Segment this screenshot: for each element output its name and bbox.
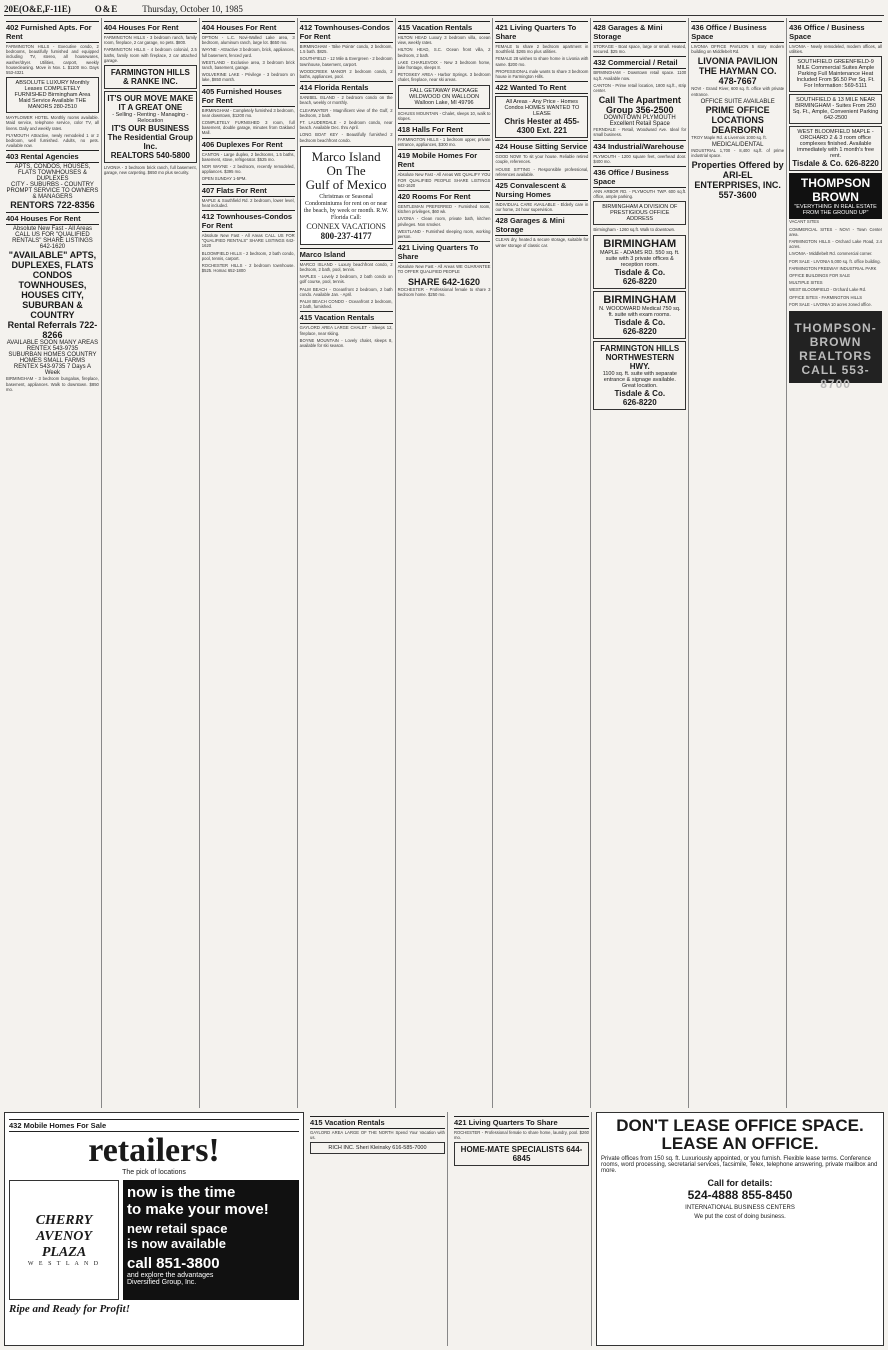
classified-ad: INDIVIDUAL CARE AVAILABLE - Elderly care in our home, 24 hour supervision.	[495, 202, 589, 213]
classified-ad: WESTLAND - Exclusive area, 3 bedroom brick ranch, basement, garage.	[201, 59, 295, 71]
section-heading: 405 Furnished Houses For Rent	[202, 85, 295, 107]
classified-ad: HILTON HEAD, S.C. Ocean front villa, 2 bedroom, 2 bath.	[397, 47, 491, 58]
ad-company: Tisdale & Co.	[614, 388, 666, 398]
classified-ad: BOYNE MOUNTAIN - Lovely chalet, sleeps 8, available for ski season.	[299, 337, 393, 349]
display-ad	[104, 91, 197, 163]
ad-text: MAPLE - ADAMS RD. 550 sq. ft. suite with 3 private offices & reception room.	[600, 249, 680, 268]
display-ad	[593, 201, 686, 225]
listing: COMMERCIAL SITES - NOVI - Town Center area.	[789, 226, 883, 237]
section-heading: 421 Living Quarters To Share	[454, 1116, 589, 1129]
section-heading: 415 Vacation Rentals	[300, 311, 393, 324]
classified-ad: FT. LAUDERDALE - 2 bedroom condo, near beach. Available Dec. thru April.	[299, 120, 393, 131]
section-heading: 421 Living Quarters To Share	[398, 241, 491, 263]
masthead	[4, 2, 884, 16]
ad-title: BIRMINGHAM	[603, 237, 677, 250]
office-call: Call for details:	[707, 1178, 773, 1188]
classified-ad: LIVONIA OFFICE PAVILION 5 story modern building on Middlebelt Rd.	[691, 44, 785, 55]
section-heading: 403 Rental Agencies	[6, 150, 99, 163]
office-phones: 524-4888 855-8450	[687, 1188, 793, 1202]
classified-ad: CANTON - Large duplex, 2 bedrooms, 1.5 baths, basement, stove, refrigerator. $525 mo.	[201, 151, 295, 162]
ad-title: FARMINGTON HILLS NORTHWESTERN HWY.	[600, 343, 680, 371]
office-footer: We put the cost of doing business.	[694, 1214, 786, 1220]
display-ad-text: - Selling - Renting - Managing - Relocation	[112, 112, 189, 125]
classified-ad: LAKE CHARLEVOIX - New 3 bedroom home, lake frontage, sleeps 8.	[397, 59, 491, 71]
classified-ad: WOLVERINE LAKE - Privilege - 3 bedroom on lake, $850 month.	[201, 72, 295, 83]
section-heading: 425 Convalescent & Nursing Homes	[495, 179, 588, 201]
section-heading: 432 Commercial / Retail	[593, 56, 686, 69]
section-heading: 412 Townhouses-Condos For Rent	[300, 21, 393, 43]
section-heading: 404 Houses For Rent	[104, 21, 197, 34]
thompson-brown-name: THOMPSON BROWN	[800, 176, 871, 205]
classified-ad: BIRMINGHAM - Completely furnished 3 bedroom, near downtown, $1200 mo.	[201, 107, 295, 118]
display-ad	[104, 65, 197, 89]
plaza-line: CHERRY	[35, 1213, 93, 1228]
marco-headline: Marco Island	[311, 148, 381, 164]
display-ad	[789, 126, 882, 171]
display-ad	[454, 1142, 589, 1166]
classified-ad: BLOOMFIELD HILLS - 2 bedroom, 2 bath condo, pool, tennis, carport.	[201, 250, 295, 261]
column-1	[4, 18, 102, 1108]
thompson-brown-footer-text: THOMPSON-BROWN REALTORS CALL 553-8700	[794, 321, 877, 392]
classified-ad: Properties Offered by ARI-EL ENTERPRISES, INC. 557-3600	[691, 160, 784, 201]
classified-ad: BIRMINGHAM - 3 bedroom bungalow, fireplace, basement, appliances. Walk to downtown. $850 mo.	[6, 376, 99, 392]
display-ad-text: WEST BLOOMFIELD MAPLE - ORCHARD 2 & 3 room office complexes finished. Available immediately with 1 month's free rent.	[797, 129, 874, 160]
marco-company: CONNEX VACATIONS	[306, 221, 386, 231]
classified-ad: TROY Maple Rd. & Livernois 1000 sq. ft.	[691, 134, 767, 140]
classified-ad: LIVONIA - 3 bedroom brick ranch, full basement, garage, new carpeting. $650 mo plus security.	[103, 165, 197, 176]
classified-ad: STORAGE - Boat space, large or small. Heated, secured. $25 mo.	[593, 44, 687, 55]
section-heading: 434 Industrial/Warehouse	[593, 140, 686, 153]
classified-ad: GENTLEMAN PREFERRED - Furnished room, kitchen privileges, $60 wk.	[397, 204, 491, 215]
classified-ad: INDUSTRIAL 1,700 - 8,400 sq.ft. of prime industrial space.	[691, 148, 785, 159]
classified-ad: OFFICE SUITE AVAILABLE	[700, 98, 775, 105]
ad-company: Tisdale & Co.	[614, 317, 666, 327]
section-heading: 422 Wanted To Rent	[495, 81, 588, 94]
listing-heading: VACANT SITES	[789, 219, 819, 225]
pitch-line: to make your move!	[127, 1201, 269, 1218]
column-2	[102, 18, 200, 1108]
classified-ad: MAPLE & Southfield Rd. 2 bedroom, lower level, heat included.	[201, 197, 295, 208]
pitch-line: is now available	[127, 1236, 226, 1251]
ad-phone: 626-8220	[622, 397, 657, 407]
section-heading: 436 Office / Business Space	[593, 166, 686, 188]
classified-ad: ANN ARBOR RD. - PLYMOUTH TWP. 600 sq.ft. office, ample parking.	[593, 189, 687, 200]
ad-title: BIRMINGHAM	[603, 293, 677, 306]
classified-ad: Absolute New Fast - All Areas WE QUALIFY YOU FOR QUALIFIED PEOPLE SHARE LISTINGS 642-1620	[397, 172, 491, 188]
marco-island-ad	[300, 146, 393, 245]
classified-ad: FEMALE to share 2 bedroom apartment in Southfield. $265 mo plus utilities.	[495, 44, 589, 55]
page-number: 20E(O&E,F-11E)	[4, 3, 71, 14]
section-heading: 418 Halls For Rent	[398, 123, 491, 136]
classified-ad: GOOD NOW! To sit your house. Reliable retired couple, references.	[495, 154, 589, 165]
classified-ad: CLEARWATER - Magnificent view of the Gulf, 2 bedroom, 2 bath.	[299, 107, 393, 118]
classified-ad: WOODCREEK MANOR 2 bedroom condo, 2 baths, appliances, pool.	[299, 68, 393, 80]
plaza-city: W E S T L A N D	[27, 1261, 101, 1267]
ad-company: Tisdale & Co.	[614, 267, 666, 277]
section-heading: 428 Garages & Mini Storage	[495, 214, 588, 236]
section-heading: 428 Garages & Mini Storage	[593, 21, 686, 43]
thompson-brown-ad	[789, 173, 882, 219]
display-ad-title: IT'S OUR BUSINESS The Residential Group Inc.	[107, 124, 193, 152]
column-3	[200, 18, 298, 1108]
section-heading: 407 Flats For Rent	[202, 184, 295, 197]
section-heading: 436 Office / Business Space	[789, 21, 882, 43]
classified-ad: FARMINGTON HILLS - 3 bedroom ranch, family room, fireplace, 2 car garage, no pets. $800.	[103, 35, 197, 46]
issue-date: Thursday, October 10, 1985	[142, 3, 243, 14]
display-ad	[310, 1142, 445, 1154]
retail-space-ad	[4, 1112, 304, 1346]
ad-phone: 626-8220	[622, 276, 657, 286]
section-heading: 404 Houses For Rent	[6, 212, 99, 225]
classified-ad: Rental Referrals 722-8266	[7, 320, 98, 341]
section-heading: 406 Duplexes For Rent	[202, 138, 295, 151]
section-heading: 415 Vacation Rentals	[310, 1116, 445, 1129]
pitch-developer: Diversified Group, Inc.	[127, 1279, 197, 1286]
section-heading: 404 Houses For Rent	[202, 21, 295, 34]
retail-pitch	[123, 1180, 299, 1300]
classified-ad: OPTION - L.C. Novi-Walled Lake area, 3 bedroom, aluminum ranch, large lot. $650 mo.	[201, 35, 295, 46]
classified-ad: RENTEX 543-9735 7 Days A Week	[13, 364, 91, 377]
classified-ad: GAYLORD AREA LARGE CHALET - Sleeps 12, fireplace, near skiing.	[299, 325, 393, 336]
display-ad-text: ABSOLUTE LUXURY Monthly Leases COMPLETELY FURNISHED Birmingham Area Maid Service Available THE MANORS 280-2510	[14, 80, 91, 111]
listing: FARMINGTON HILLS - Orchard Lake Road, 2.4 acres.	[789, 239, 883, 250]
listing: LIVONIA - Middlebelt Rd. commercial corner.	[789, 251, 873, 257]
plaza-line: PLAZA	[41, 1245, 87, 1260]
display-ad-phone: REALTORS 540-5800	[110, 151, 190, 161]
display-ad-title: FARMINGTON HILLS & RANKE INC.	[110, 68, 190, 87]
classified-ad: PALM BEACH CONDO - Oceanfront 2 bedroom, 2 bath, furnished.	[299, 299, 393, 310]
classified-ad: PROFESSIONAL male wants to share 3 bedroom house in Farmington Hills.	[495, 68, 589, 80]
section-heading: 424 House Sitting Service	[495, 142, 588, 152]
classified-ad: BIRMINGHAM - Downtown retail space. 1100 sq.ft. Available now.	[593, 70, 687, 81]
classified-ad: FARMINGTON HILLS - 1 bedroom upper, private entrance, appliances, $300 mo.	[397, 137, 491, 148]
classified-ad: HOUSE SITTING - Responsible professional, references available.	[495, 166, 589, 177]
classified-ad: LIVONIA - Clean room, private bath, kitchen privileges. Non smoker.	[397, 216, 491, 227]
classified-ad: RENTORS 722-8356	[10, 200, 95, 211]
bottom-column-vacation	[308, 1112, 448, 1346]
retail-headline: retailers!	[88, 1132, 220, 1169]
marco-body: Christmas or Seasonal Condominiums for rent on or near the beach, by week or month. R.W. Florida Call:	[303, 193, 389, 221]
section-heading: 419 Mobile Homes For Rent	[398, 149, 491, 171]
classified-ad: MARCO ISLAND - Luxury beachfront condo, 2 bedroom, 2 bath, pool, tennis.	[299, 261, 393, 273]
classified-ad: WESTLAND - Furnished sleeping room, working person.	[397, 228, 491, 240]
office-headline: LEASE AN OFFICE.	[661, 1134, 819, 1153]
classified-ad: CANTON - Prime retail location, 1800 sq.ft., strip center.	[593, 82, 687, 94]
display-ad-text: FALL GETAWAY PACKAGE WILDWOOD ON WALLOON Walloon Lake, MI 49796	[408, 87, 480, 106]
section-heading: 414 Florida Rentals	[300, 81, 393, 94]
display-ad-title: HOME-MATE SPECIALISTS 644-6845	[460, 1145, 583, 1164]
office-headline: DON'T LEASE OFFICE SPACE.	[616, 1116, 864, 1135]
classified-ad: FARMINGTON HILLS - Executive condo, 2 bedrooms, beautifully furnished and equipped including TV, stereo, all housewares, washer/dryer. Utilities, carport, weekly housecleaning. Move in Nov. 1. $1100 mo. Days 553-4321	[6, 44, 99, 76]
classified-ad: CITY - SUBURBS - COUNTRY PROMPT SERVICE TO OWNERS & MANAGERS	[6, 182, 99, 201]
marco-headline: Gulf of Mexico	[305, 176, 387, 192]
classified-ad: CLEAN dry, heated & secure storage, suitable for winter storage of classic car.	[495, 237, 589, 248]
plaza-line: AVENOY	[36, 1229, 92, 1244]
retail-subhead: The pick of locations	[122, 1169, 186, 1176]
listing: WEST BLOOMFIELD - Orchard Lake Rd.	[789, 287, 867, 293]
display-ad-title: IT'S OUR MOVE MAKE IT A GREAT ONE	[107, 94, 194, 113]
classified-ad: PALM BEACH - Oceanfront 2 bedroom, 2 bath condo. Available Jan. - April.	[299, 286, 393, 297]
listing: FARMINGTON FREEWAY INDUSTRIAL PARK	[789, 265, 877, 271]
classified-ad: Call The Apartment Group 356-2500	[598, 95, 681, 116]
section-heading: 432 Mobile Homes For Sale	[9, 1119, 299, 1132]
classified-ad: FARMINGTON HILLS - 4 bedroom colonial, 2.5 baths, family room with fireplace, 2 car attached garage.	[103, 47, 197, 63]
column-5	[396, 18, 494, 1108]
section-heading: 436 Office / Business Space	[691, 21, 784, 43]
classified-ad: DOWNTOWN PLYMOUTH Excellent Retail Space	[603, 115, 676, 128]
display-ad-text: SOUTHFIELD & 13 MILE NEAR BIRMINGHAM - Suites From 250 Sq. Ft., Ample, Convenient Parking 642-2500	[792, 97, 879, 122]
marco-headline: On The	[326, 162, 366, 178]
pitch-phone: call 851-3800	[127, 1255, 220, 1272]
marco-phone: 800-237-4177	[320, 230, 372, 241]
classified-ad: LIVONIA PAVILION	[697, 56, 778, 67]
display-ad	[6, 77, 99, 113]
ad-text: 1100 sq. ft. suite with separate entrance & signage available. Great location.	[602, 370, 677, 389]
classified-ad: FEMALE 28 wishes to share home in Livonia with same. $200 mo.	[495, 56, 589, 67]
plaza-logo	[9, 1180, 119, 1300]
classified-ad: ROCHESTER HILLS - 2 bedroom townhouse. $525. Homac 652-1800	[201, 263, 295, 274]
classified-ad: PETOSKEY AREA - Harbor Springs. 3 bedroom chalet, fireplace, near ski areas.	[397, 72, 491, 83]
classified-ad: MEDICAL/DENTAL	[711, 142, 764, 149]
pitch-line: new retail space	[127, 1221, 228, 1236]
classified-ad: ROCHESTER - Professional female to share home, laundry, pool. $260 mo.	[454, 1130, 589, 1141]
classified-ad: BIRMINGHAM - 'Bike Pointe' condo, 2 bedroom, 1.5 bath. $825.	[299, 44, 393, 55]
display-ad-text: SOUTHFIELD GREENFIELD-9 MILE Commercial Suites Ample Parking Full Maintenance Heat Included From $6.50 Per Sq. Ft. For Information: 569-5111	[796, 59, 875, 90]
section-heading: 420 Rooms For Rent	[398, 190, 491, 203]
display-ad	[398, 85, 491, 109]
listing: OFFICE SITES - FARMINGTON HILLS	[789, 294, 863, 300]
column-6	[493, 18, 591, 1108]
thompson-brown-footer	[789, 311, 882, 392]
section-heading: 412 Townhouses-Condos For Rent	[202, 210, 295, 232]
classified-ad: ROCHESTER - Professional female to share 3 bedroom home. $250 mo.	[397, 286, 491, 297]
display-ad	[789, 56, 882, 92]
display-ad	[789, 94, 882, 124]
classified-ad: Birmingham - 1260 sq.ft. Walk to downtown.	[593, 227, 676, 233]
office-features: Private offices from 150 sq. ft. Luxuriously appointed, or you furnish. Flexible lease terms. Conference rooms, word processing, secretarial services, facsimile, Telex, telephone answering, private mailbox and more.	[601, 1156, 878, 1174]
display-ad-text: BIRMINGHAM A DIVISION OF PRESTIGIOUS OFFICE ADDRESS	[602, 204, 678, 223]
column-4	[298, 18, 396, 1108]
classified-ad: HILTON HEAD Luxury 3 bedroom villa, ocean view, weekly rates.	[397, 35, 491, 46]
classified-ad: SANIBEL ISLAND - 2 bedroom condo on the beach, weekly or monthly.	[299, 95, 393, 106]
column-8	[689, 18, 787, 1108]
classified-ad: THE HAYMAN CO. 478-7667	[698, 66, 777, 87]
classified-ad: PRIME OFFICE LOCATIONS DEARBORN	[705, 104, 770, 135]
classified-ad: COMPLETELY FURNISHED 3 room, full basement, double garage, minutes from Oakland Mall.	[201, 120, 295, 136]
classified-ad: SCHUSS MOUNTAIN - Chalet, sleeps 10, walk to slopes.	[397, 110, 491, 121]
display-ad-text: All Areas - Any Price - Homes Condos HOMES WANTED TO LEASE	[504, 99, 580, 118]
classified-ad: NOR WAYNE - 2 bedroom, recently remodeled, appliances. $395 mo.	[201, 164, 295, 175]
classified-ad: LIVONIA - Newly remodeled, modern offices, all utilities.	[789, 44, 883, 55]
bottom-band	[4, 1112, 884, 1346]
classified-ad: MAYFLOWER HOTEL Monthly rooms available. Maid service, telephone service, color TV, all linens. Daily and weekly rates.	[6, 115, 99, 131]
classified-ad: NOVI - Grand River, 600 sq. ft. office with private entrance.	[691, 86, 785, 97]
display-ad-title: Chris Hester at 455-4300 Ext. 221	[504, 117, 580, 136]
classified-ad: Absolute New Fast - All Areas CALL US FOR "QUALIFIED RENTALS" SHARE LISTINGS 642-1620	[12, 226, 93, 251]
classified-ad: Absolute New Fast - All Areas WE GUARANTEE TO OFFER QUALIFIED PEOPLE	[397, 264, 491, 275]
bottom-column-share	[452, 1112, 592, 1346]
classified-ad: SOUTHFIELD - 12 Mile & Evergreen - 2 bedroom townhouse, basement, carport.	[299, 56, 393, 67]
thompson-brown-tagline: "EVERYTHING IN REAL ESTATE FROM THE GROUND UP"	[794, 204, 877, 217]
classified-ad: PLYMOUTH Attractive, newly remodeled 1 or 2 bedroom, well furnished. Adults, no pets. Available now.	[6, 132, 99, 149]
listing: FOR SALE - LIVONIA 10 acres zoned office.	[789, 301, 872, 307]
classified-ad: SUBURBAN HOMES COUNTRY HOMES SMALL FARMS	[8, 352, 97, 365]
pitch-line: now is the time	[127, 1184, 236, 1201]
column-9	[787, 18, 884, 1108]
listing: MULTIPLE SITES	[789, 280, 823, 286]
classified-ad: NAPLES - Lovely 2 bedroom, 2 bath condo on golf course, pool, tennis.	[299, 274, 393, 285]
office-lease-ad	[596, 1112, 884, 1346]
tisdale-ad-farmington	[593, 341, 686, 410]
publication-name: O&E	[94, 3, 119, 14]
tisdale-ad-birmingham	[593, 235, 686, 289]
retail-body	[9, 1180, 299, 1300]
classified-ad: AVAILABLE SOON MANY AREAS RENTEX 543-9735	[6, 340, 99, 353]
listing: OFFICE BUILDINGS FOR SALE	[789, 273, 851, 279]
display-ad-text: RICH INC. Sheri Kleinsky 616-585-7000	[328, 1145, 427, 1152]
pitch-note: and explore the advantages	[127, 1272, 214, 1279]
section-heading: 415 Vacation Rentals	[398, 21, 491, 34]
classified-ad: PLYMOUTH - 1200 square feet, overhead door. $400 mo.	[593, 153, 687, 164]
classified-ad: SHARE 642-1620	[407, 276, 481, 287]
listing: FOR SALE - LIVONIA 5,000 sq. ft. office building.	[789, 258, 881, 264]
office-company: INTERNATIONAL BUSINESS CENTERS	[685, 1205, 795, 1211]
section-heading: 421 Living Quarters To Share	[495, 21, 588, 43]
classified-ad: OPEN SUNDAY 1-5PM.	[201, 176, 247, 182]
classified-ad: LONG BOAT KEY - Beautifully furnished 2 bedroom beachfront condo.	[299, 132, 393, 143]
display-ad-title: Tisdale & Co. 626-8220	[792, 159, 879, 169]
classified-ad: APTS, CONDOS, HOUSES, FLATS TOWNHOUSES & DUPLEXES	[14, 164, 91, 183]
classified-ad: "AVAILABLE" APTS, DUPLEXES, FLATS CONDOS TOWNHOUSES, HOUSES CITY, SUBURBAN & COUNTRY	[8, 250, 97, 321]
ad-text: N. WOODWARD Medical 750 sq. ft. suite with exam rooms.	[599, 305, 681, 318]
classified-ad: Absolute New Fast - All Areas CALL US FOR "QUALIFIED RENTALS" SHARE LISTINGS 642-1620	[201, 233, 295, 249]
ad-phone: 626-8220	[622, 326, 657, 336]
classified-ad: GAYLORD AREA LARGE OF THE NORTH Spend Your Vacation with us.	[310, 1130, 445, 1141]
classified-columns	[4, 18, 884, 1108]
column-7	[591, 18, 689, 1108]
classified-ad: WAYNE - Attractive 3 bedroom, brick, appliances, full basement, fenced yard.	[201, 47, 295, 58]
section-heading: 402 Furnished Apts. For Rent	[6, 21, 99, 43]
section-heading: Marco Island	[300, 248, 393, 261]
tisdale-ad-woodward	[593, 291, 686, 339]
display-ad	[495, 96, 588, 138]
classified-ad: FERNDALE - Retail, Woodward Ave. Ideal for small business.	[593, 127, 687, 138]
retail-footer: Ripe and Ready for Profit!	[9, 1303, 130, 1315]
